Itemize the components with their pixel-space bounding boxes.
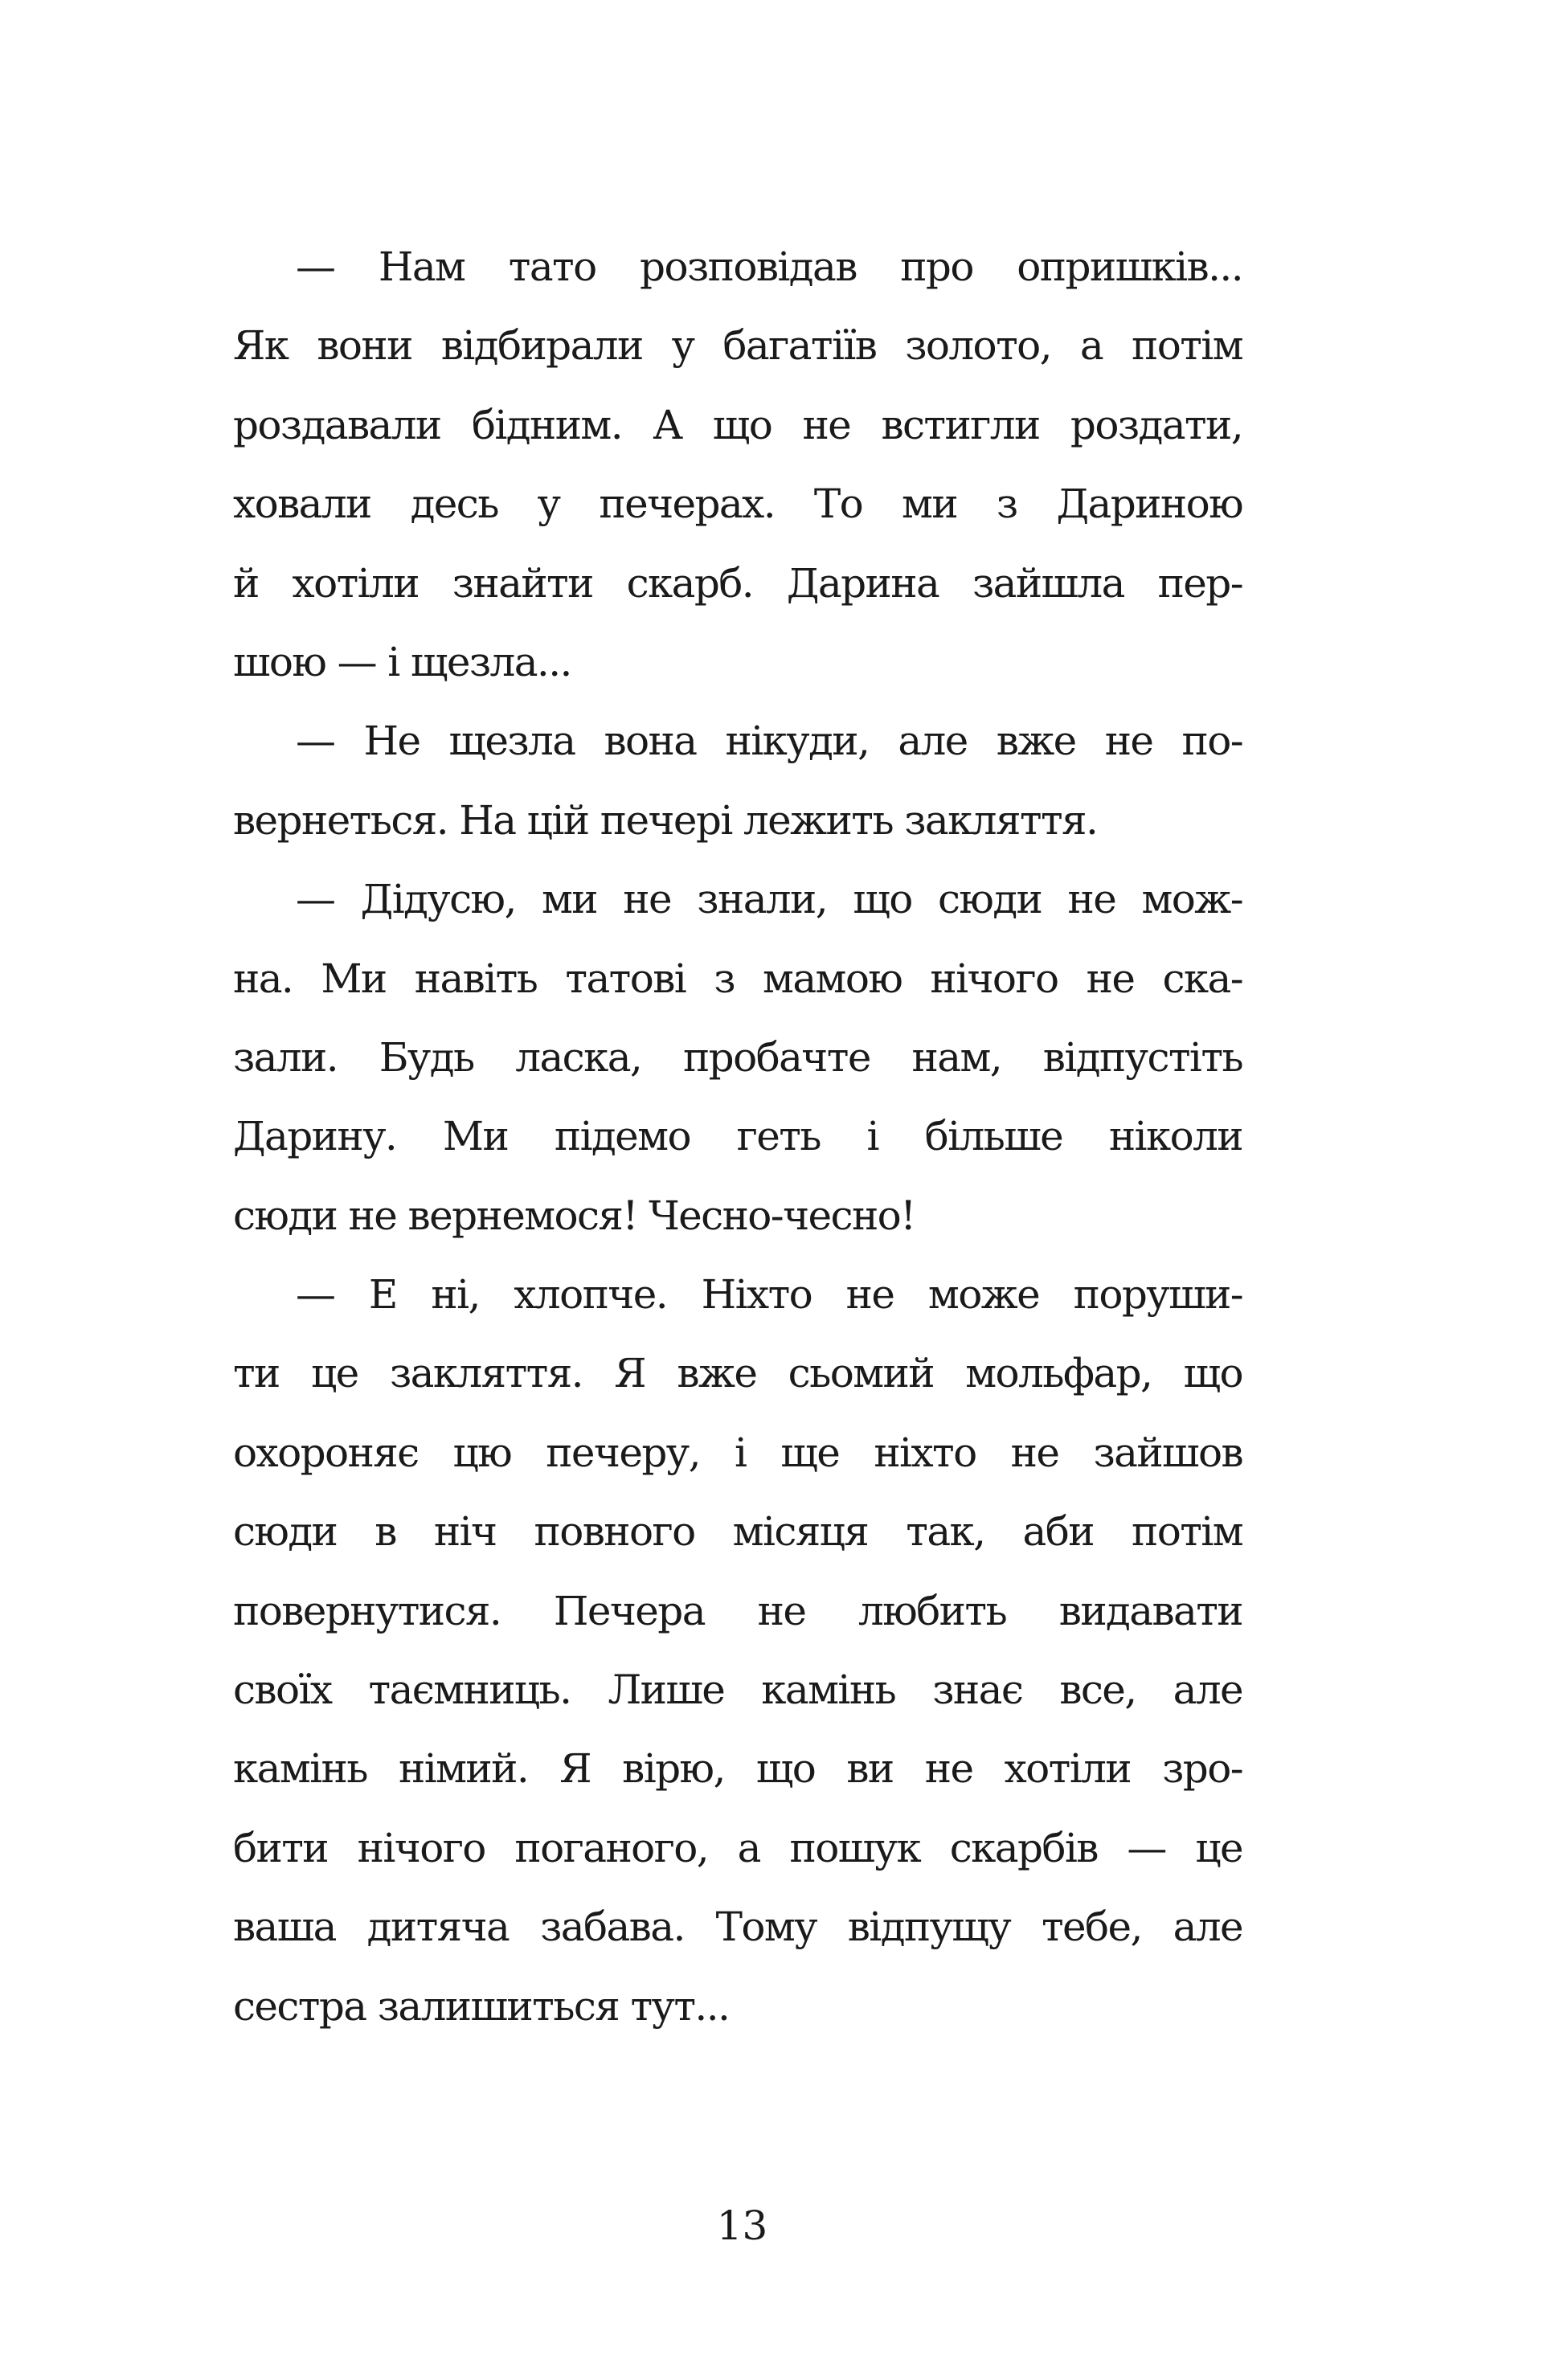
text-line: на. Ми навіть татові з мамою нічого не ска- xyxy=(233,955,1242,1002)
text-line: повернутися. Печера не любить видавати xyxy=(233,1587,1242,1634)
text-line: ти це закляття. Я вже сьомий мольфар, що xyxy=(233,1350,1242,1397)
paragraph xyxy=(233,1255,1242,2046)
text-line: ховали десь у печерах. То ми з Дариною xyxy=(233,480,1242,528)
text-line: своїх таємниць. Лише камінь знає все, але xyxy=(233,1666,1242,1714)
paragraph xyxy=(233,701,1242,860)
paragraph xyxy=(233,860,1242,1255)
text-line: — Дідусю, ми не знали, що сюди не мож- xyxy=(296,876,1242,923)
text-line: сюди не вернемося! Чесно-чесно! xyxy=(233,1192,915,1239)
page-number: 13 xyxy=(716,2202,768,2249)
text-line: — Е ні, хлопче. Ніхто не може поруши- xyxy=(296,1271,1242,1319)
body-text xyxy=(233,227,1242,2046)
text-line: зали. Будь ласка, пробачте нам, відпустіть xyxy=(233,1033,1242,1081)
text-line: шою — і щезла... xyxy=(233,638,571,685)
text-line: Як вони відбирали у багатіїв золото, а потім xyxy=(233,322,1242,370)
text-line: охороняє цю печеру, і ще ніхто не зайшов xyxy=(233,1429,1242,1476)
text-line: Дарину. Ми підемо геть і більше ніколи xyxy=(233,1113,1242,1160)
paragraph xyxy=(233,227,1242,701)
text-line: сестра залишиться тут... xyxy=(233,1982,730,2030)
text-line: — Нам тато розповідав про опришків... xyxy=(296,243,1242,290)
text-line: ваша дитяча забава. Тому відпущу тебе, але xyxy=(233,1904,1242,1951)
text-line: камінь німий. Я вірю, що ви не хотіли зро- xyxy=(233,1745,1242,1793)
text-line: й хотіли знайти скарб. Дарина зайшла пер- xyxy=(233,559,1242,607)
text-line: бити нічого поганого, а пошук скарбів — це xyxy=(233,1824,1242,1871)
text-line: вернеться. На цій печері лежить закляття. xyxy=(233,796,1098,844)
text-line: роздавали бідним. А що не встигли роздати, xyxy=(233,401,1242,448)
text-line: сюди в ніч повного місяця так, аби потім xyxy=(233,1508,1242,1556)
text-line: — Не щезла вона нікуди, але вже не по- xyxy=(296,718,1242,765)
